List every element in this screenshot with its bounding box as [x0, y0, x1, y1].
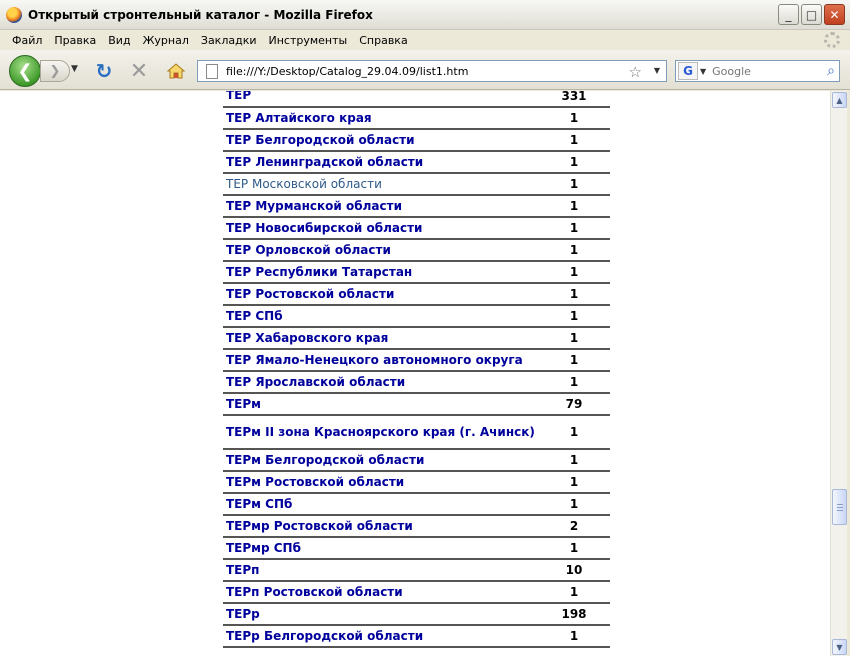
- item-count: 1: [538, 371, 610, 393]
- menu-edit[interactable]: Правка: [54, 33, 97, 47]
- item-count: 1: [538, 151, 610, 173]
- url-dropdown-icon[interactable]: ▼: [653, 66, 660, 75]
- catalog-link[interactable]: ТЕР Московской области: [223, 173, 538, 195]
- home-icon: [166, 61, 186, 81]
- menu-bookmarks[interactable]: Закладки: [200, 33, 257, 47]
- forward-button[interactable]: [40, 60, 70, 82]
- table-row: [223, 107, 610, 129]
- table-row: [223, 305, 610, 327]
- catalog-link[interactable]: ТЕРмр Ростовской области: [223, 515, 538, 537]
- catalog-link[interactable]: ТЕР Ленинградской области: [223, 151, 538, 173]
- catalog-table: [223, 91, 610, 648]
- catalog-link[interactable]: ТЕР Ростовской области: [223, 283, 538, 305]
- vertical-scrollbar[interactable]: [830, 91, 847, 656]
- item-count: 1: [538, 449, 610, 471]
- table-row: [223, 91, 610, 107]
- bookmark-star-icon[interactable]: ☆: [628, 63, 642, 81]
- item-count: 79: [538, 393, 610, 415]
- table-row: [223, 129, 610, 151]
- table-row: [223, 471, 610, 493]
- stop-icon: ✕: [129, 58, 149, 84]
- scroll-down-button[interactable]: ▼: [832, 639, 847, 655]
- menu-help[interactable]: Справка: [359, 33, 408, 47]
- catalog-link[interactable]: ТЕР Ярославской области: [223, 371, 538, 393]
- table-row: [223, 371, 610, 393]
- address-bar[interactable]: [197, 60, 667, 82]
- catalog-link[interactable]: ТЕРм СПб: [223, 493, 538, 515]
- item-count: 1: [538, 129, 610, 151]
- catalog-link[interactable]: ТЕРп: [223, 559, 538, 581]
- catalog-link[interactable]: ТЕРр Белгородской области: [223, 625, 538, 647]
- catalog-link[interactable]: ТЕР: [223, 91, 538, 107]
- item-count: 331: [538, 91, 610, 107]
- window-controls: [778, 4, 845, 25]
- catalog-link[interactable]: ТЕР Белгородской области: [223, 129, 538, 151]
- minimize-button[interactable]: _: [778, 4, 799, 25]
- table-row: [223, 283, 610, 305]
- table-row: [223, 195, 610, 217]
- catalog-link[interactable]: ТЕРм II зона Красноярского края (г. Ачинск): [223, 415, 538, 449]
- item-count: 1: [538, 537, 610, 559]
- item-count: 1: [538, 283, 610, 305]
- table-row: [223, 173, 610, 195]
- scroll-grip: [837, 507, 843, 508]
- scroll-up-button[interactable]: ▲: [832, 92, 847, 108]
- item-count: 2: [538, 515, 610, 537]
- window-titlebar: [0, 0, 850, 30]
- item-count: 1: [538, 471, 610, 493]
- scroll-thumb[interactable]: [832, 489, 847, 525]
- table-row: [223, 217, 610, 239]
- catalog-link[interactable]: ТЕРм Ростовской области: [223, 471, 538, 493]
- reload-icon: ↻: [95, 59, 113, 83]
- menu-view[interactable]: Вид: [108, 33, 131, 47]
- item-count: 10: [538, 559, 610, 581]
- table-row: [223, 239, 610, 261]
- table-row: [223, 261, 610, 283]
- item-count: 1: [538, 107, 610, 129]
- table-row: [223, 393, 610, 415]
- item-count: 1: [538, 327, 610, 349]
- item-count: 1: [538, 195, 610, 217]
- item-count: 1: [538, 239, 610, 261]
- search-bar[interactable]: [675, 60, 840, 82]
- item-count: 1: [538, 217, 610, 239]
- window-title: Открытый стронтельный каталог - Mozilla Firefox: [28, 7, 373, 22]
- item-count: 1: [538, 349, 610, 371]
- close-button[interactable]: ✕: [824, 4, 845, 25]
- item-count: 1: [538, 625, 610, 647]
- table-row: [223, 415, 610, 449]
- table-row: [223, 449, 610, 471]
- table-row: [223, 559, 610, 581]
- catalog-link[interactable]: ТЕРр: [223, 603, 538, 625]
- url-text[interactable]: file:///Y:/Desktop/Catalog_29.04.09/list1.htm: [226, 64, 469, 78]
- catalog-table-body: [223, 91, 610, 647]
- catalog-link[interactable]: ТЕРм: [223, 393, 538, 415]
- menu-file[interactable]: Файл: [12, 33, 43, 47]
- table-row: [223, 625, 610, 647]
- scroll-grip: [837, 510, 843, 511]
- catalog-link[interactable]: ТЕР Орловской области: [223, 239, 538, 261]
- search-engine-dropdown-icon[interactable]: ▼: [700, 66, 707, 76]
- page-content: [0, 91, 830, 656]
- page-icon: [206, 64, 218, 79]
- maximize-button[interactable]: □: [801, 4, 822, 25]
- item-count: 1: [538, 261, 610, 283]
- catalog-link[interactable]: ТЕР СПб: [223, 305, 538, 327]
- catalog-link[interactable]: ТЕР Мурманской области: [223, 195, 538, 217]
- table-row: [223, 493, 610, 515]
- catalog-link[interactable]: ТЕР Ямало-Ненецкого автономного округа: [223, 349, 538, 371]
- table-row: [223, 603, 610, 625]
- catalog-link[interactable]: ТЕРмр СПб: [223, 537, 538, 559]
- catalog-link[interactable]: ТЕР Республики Татарстан: [223, 261, 538, 283]
- reload-button[interactable]: [93, 60, 115, 82]
- item-count: 1: [538, 173, 610, 195]
- catalog-link[interactable]: ТЕР Новосибирской области: [223, 217, 538, 239]
- table-row: [223, 327, 610, 349]
- catalog-link[interactable]: ТЕРп Ростовской области: [223, 581, 538, 603]
- firefox-icon: [6, 7, 22, 23]
- catalog-link[interactable]: ТЕР Алтайского края: [223, 107, 538, 129]
- history-dropdown-icon[interactable]: ▼: [71, 64, 78, 74]
- back-icon: ❮: [17, 60, 33, 82]
- item-count: 1: [538, 305, 610, 327]
- menu-bar: [0, 30, 850, 50]
- navigation-toolbar: [0, 50, 850, 90]
- item-count: 1: [538, 493, 610, 515]
- item-count: 1: [538, 415, 610, 449]
- table-row: [223, 349, 610, 371]
- throbber-icon: [824, 32, 840, 48]
- magnifier-icon[interactable]: ⌕: [827, 63, 835, 79]
- forward-icon: ❯: [49, 63, 61, 79]
- back-button[interactable]: [9, 55, 41, 87]
- table-row: [223, 581, 610, 603]
- table-row: [223, 515, 610, 537]
- stop-button[interactable]: [128, 60, 150, 82]
- table-row: [223, 151, 610, 173]
- catalog-link[interactable]: ТЕР Хабаровского края: [223, 327, 538, 349]
- search-input[interactable]: [710, 64, 820, 79]
- google-icon[interactable]: G: [678, 62, 698, 80]
- menu-tools[interactable]: Инструменты: [268, 33, 348, 47]
- catalog-link[interactable]: ТЕРм Белгородской области: [223, 449, 538, 471]
- home-button[interactable]: [165, 60, 187, 82]
- item-count: 198: [538, 603, 610, 625]
- item-count: 1: [538, 581, 610, 603]
- menu-history[interactable]: Журнал: [142, 33, 189, 47]
- scroll-grip: [837, 504, 843, 505]
- table-row: [223, 537, 610, 559]
